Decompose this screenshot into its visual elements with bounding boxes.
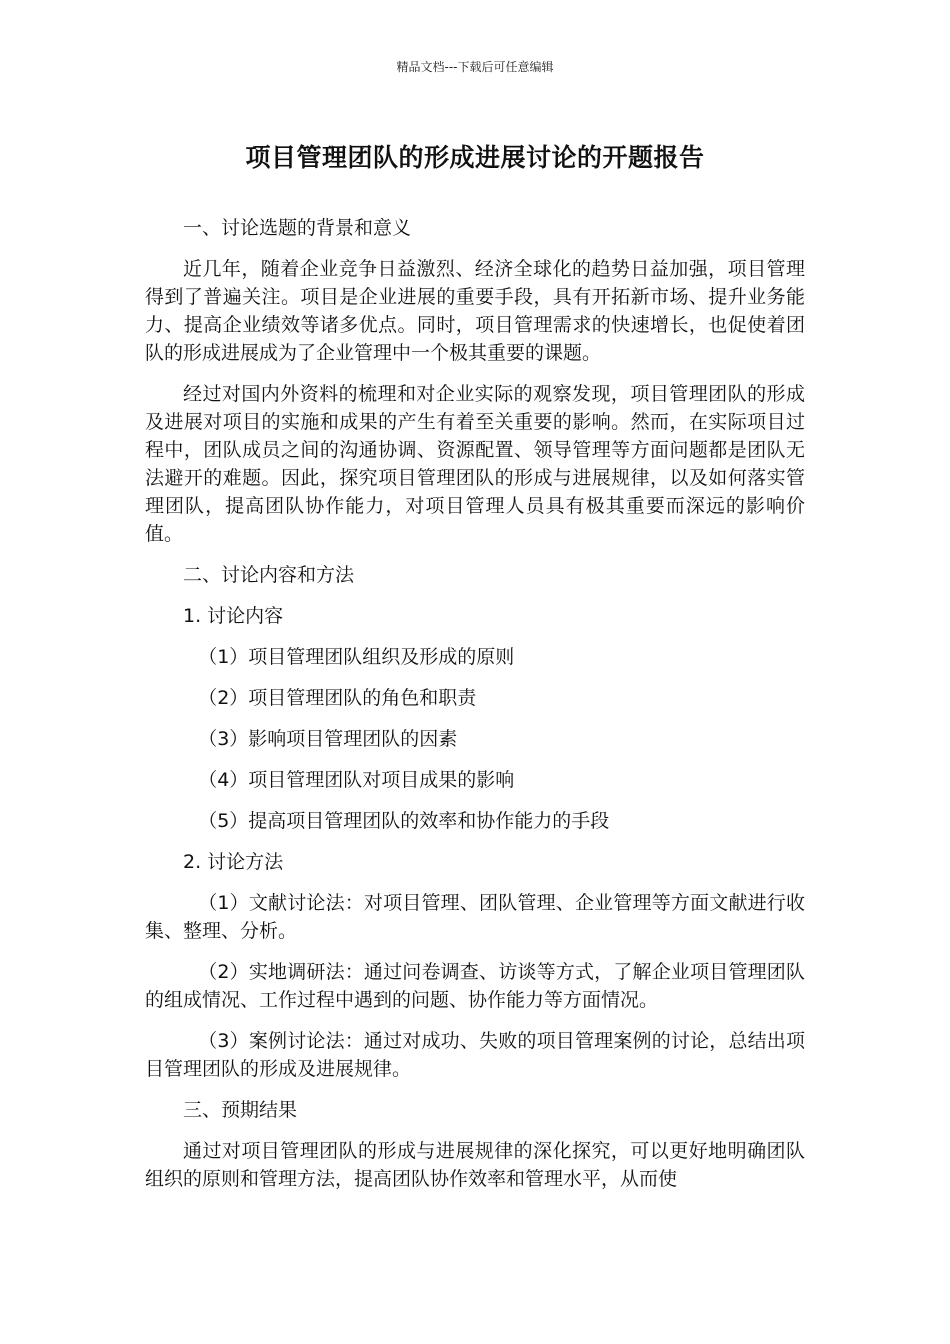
- section-heading-background: 一、讨论选题的背景和意义: [183, 217, 412, 239]
- method-item: （2）实地调研法：通过问卷调查、访谈等方式，了解企业项目管理团队的组成情况、工作过程中遇到的问题、协作能力等方面情况。: [145, 961, 805, 1011]
- header-note: 精品文档---下载后可任意编辑: [396, 60, 554, 74]
- content-item: （3）影响项目管理团队的因素: [198, 728, 458, 750]
- method-item: （1）文献讨论法：对项目管理、团队管理、企业管理等方面文献进行收集、整理、分析。: [145, 892, 805, 942]
- content-item: （1）项目管理团队组织及形成的原则: [198, 646, 515, 668]
- document-title: 项目管理团队的形成进展讨论的开题报告: [245, 143, 705, 172]
- content-item: （5）提高项目管理团队的效率和协作能力的手段: [198, 810, 610, 832]
- subheading-content: 1. 讨论内容: [183, 605, 284, 627]
- paragraph-background-2: 经过对国内外资料的梳理和对企业实际的观察发现，项目管理团队的形成及进展对项目的实施和成果的产生有着至关重要的影响。然而，在实际项目过程中，团队成员之间的沟通协调、资源配置、领导管理等方面问题都是团队无法避开的难题。因此，探究项目管理团队的形成与进展规律，以及如何落实管理团队，提高团队协作能力，对项目管理人员具有极其重要而深远的影响价值。: [145, 383, 805, 545]
- method-item: （3）案例讨论法：通过对成功、失败的项目管理案例的讨论，总结出项目管理团队的形成及进展规律。: [145, 1030, 805, 1080]
- content-item: （4）项目管理团队对项目成果的影响: [198, 769, 515, 791]
- document-body: [145, 214, 805, 1206]
- subheading-method: 2. 讨论方法: [183, 851, 284, 873]
- paragraph-expected-results: 通过对项目管理团队的形成与进展规律的深化探究，可以更好地明确团队组织的原则和管理方法，提高团队协作效率和管理水平，从而使: [145, 1140, 805, 1190]
- section-heading-expected-results: 三、预期结果: [183, 1099, 298, 1121]
- paragraph-background-1: 近几年，随着企业竞争日益激烈、经济全球化的趋势日益加强，项目管理得到了普遍关注。项目是企业进展的重要手段，具有开拓新市场、提升业务能力、提高企业绩效等诸多优点。同时，项目管理需求的快速增长，也促使着团队的形成进展成为了企业管理中一个极其重要的课题。: [145, 258, 805, 364]
- content-item: （2）项目管理团队的角色和职责: [198, 687, 477, 709]
- section-heading-content-method: 二、讨论内容和方法: [183, 564, 355, 586]
